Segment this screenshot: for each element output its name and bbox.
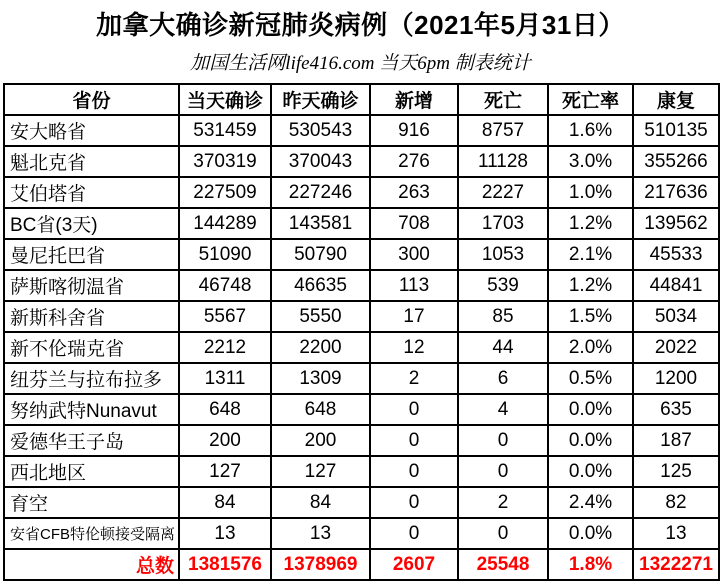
province-cell: 安省CFB特伦顿接受隔离 [4,518,179,549]
value-cell: 2 [370,363,458,394]
table-body [4,115,719,580]
table-row [4,208,719,239]
value-cell: 13 [271,518,370,549]
value-cell: 12 [370,332,458,363]
province-cell: 努纳武特Nunavut [4,394,179,425]
value-cell: 144289 [179,208,271,239]
value-cell: 0.0% [548,425,633,456]
value-cell: 200 [271,425,370,456]
value-cell: 44 [458,332,548,363]
value-cell: 85 [458,301,548,332]
province-cell: 西北地区 [4,456,179,487]
value-cell: 127 [271,456,370,487]
table-row [4,332,719,363]
total-value-cell: 1378969 [271,549,370,580]
value-cell: 355266 [633,146,719,177]
value-cell: 1.2% [548,270,633,301]
value-cell: 5550 [271,301,370,332]
value-cell: 916 [370,115,458,146]
value-cell: 0.0% [548,456,633,487]
page-subtitle: 加国生活网life416.com 当天6pm 制表统计 [190,53,531,74]
value-cell: 17 [370,301,458,332]
column-header: 当天确诊 [179,84,271,115]
value-cell: 46748 [179,270,271,301]
value-cell: 217636 [633,177,719,208]
value-cell: 276 [370,146,458,177]
value-cell: 187 [633,425,719,456]
table-row [4,177,719,208]
value-cell: 227509 [179,177,271,208]
value-cell: 82 [633,487,719,518]
province-cell: 纽芬兰与拉布拉多 [4,363,179,394]
value-cell: 1309 [271,363,370,394]
value-cell: 0 [370,394,458,425]
value-cell: 6 [458,363,548,394]
total-label: 总数 [4,549,179,580]
value-cell: 227246 [271,177,370,208]
total-row [4,549,719,580]
value-cell: 11128 [458,146,548,177]
value-cell: 708 [370,208,458,239]
column-header: 新增 [370,84,458,115]
value-cell: 1311 [179,363,271,394]
value-cell: 0 [370,487,458,518]
table-row [4,518,719,549]
value-cell: 1.6% [548,115,633,146]
value-cell: 5567 [179,301,271,332]
value-cell: 139562 [633,208,719,239]
province-cell: BC省(3天) [4,208,179,239]
value-cell: 0 [458,456,548,487]
value-cell: 0.0% [548,394,633,425]
value-cell: 2022 [633,332,719,363]
value-cell: 0.5% [548,363,633,394]
province-cell: 育空 [4,487,179,518]
value-cell: 13 [179,518,271,549]
value-cell: 46635 [271,270,370,301]
province-cell: 魁北克省 [4,146,179,177]
table-row [4,301,719,332]
value-cell: 300 [370,239,458,270]
value-cell: 45533 [633,239,719,270]
value-cell: 1053 [458,239,548,270]
value-cell: 1.0% [548,177,633,208]
value-cell: 530543 [271,115,370,146]
value-cell: 4 [458,394,548,425]
value-cell: 84 [271,487,370,518]
value-cell: 125 [633,456,719,487]
value-cell: 44841 [633,270,719,301]
value-cell: 84 [179,487,271,518]
column-header: 死亡 [458,84,548,115]
table-row [4,270,719,301]
value-cell: 370043 [271,146,370,177]
value-cell: 2.1% [548,239,633,270]
value-cell: 2.4% [548,487,633,518]
value-cell: 1703 [458,208,548,239]
table-row [4,363,719,394]
total-value-cell: 25548 [458,549,548,580]
value-cell: 200 [179,425,271,456]
province-cell: 曼尼托巴省 [4,239,179,270]
value-cell: 2200 [271,332,370,363]
value-cell: 2 [458,487,548,518]
province-cell: 新不伦瑞克省 [4,332,179,363]
table-row [4,146,719,177]
table-row [4,394,719,425]
value-cell: 648 [271,394,370,425]
value-cell: 0.0% [548,518,633,549]
value-cell: 0 [458,518,548,549]
value-cell: 127 [179,456,271,487]
value-cell: 1.5% [548,301,633,332]
value-cell: 113 [370,270,458,301]
column-header: 康复 [633,84,719,115]
table-row [4,487,719,518]
value-cell: 50790 [271,239,370,270]
value-cell: 5034 [633,301,719,332]
province-cell: 新斯科舍省 [4,301,179,332]
header-row [4,84,719,115]
total-value-cell: 2607 [370,549,458,580]
total-value-cell: 1.8% [548,549,633,580]
value-cell: 370319 [179,146,271,177]
column-header: 省份 [4,84,179,115]
value-cell: 0 [458,425,548,456]
column-header: 昨天确诊 [271,84,370,115]
table-row [4,456,719,487]
table-row [4,425,719,456]
column-header: 死亡率 [548,84,633,115]
value-cell: 0 [370,425,458,456]
province-cell: 萨斯喀彻温省 [4,270,179,301]
value-cell: 1200 [633,363,719,394]
value-cell: 263 [370,177,458,208]
province-cell: 安大略省 [4,115,179,146]
value-cell: 1.2% [548,208,633,239]
value-cell: 635 [633,394,719,425]
table-row [4,115,719,146]
value-cell: 510135 [633,115,719,146]
value-cell: 539 [458,270,548,301]
value-cell: 3.0% [548,146,633,177]
value-cell: 51090 [179,239,271,270]
value-cell: 13 [633,518,719,549]
province-cell: 艾伯塔省 [4,177,179,208]
page-title: 加拿大确诊新冠肺炎病例（2021年5月31日） [96,10,625,40]
value-cell: 2227 [458,177,548,208]
covid-table [3,83,720,581]
total-value-cell: 1322271 [633,549,719,580]
value-cell: 0 [370,456,458,487]
value-cell: 8757 [458,115,548,146]
value-cell: 531459 [179,115,271,146]
value-cell: 648 [179,394,271,425]
value-cell: 2212 [179,332,271,363]
value-cell: 2.0% [548,332,633,363]
value-cell: 0 [370,518,458,549]
table-row [4,239,719,270]
value-cell: 143581 [271,208,370,239]
province-cell: 爱德华王子岛 [4,425,179,456]
total-value-cell: 1381576 [179,549,271,580]
